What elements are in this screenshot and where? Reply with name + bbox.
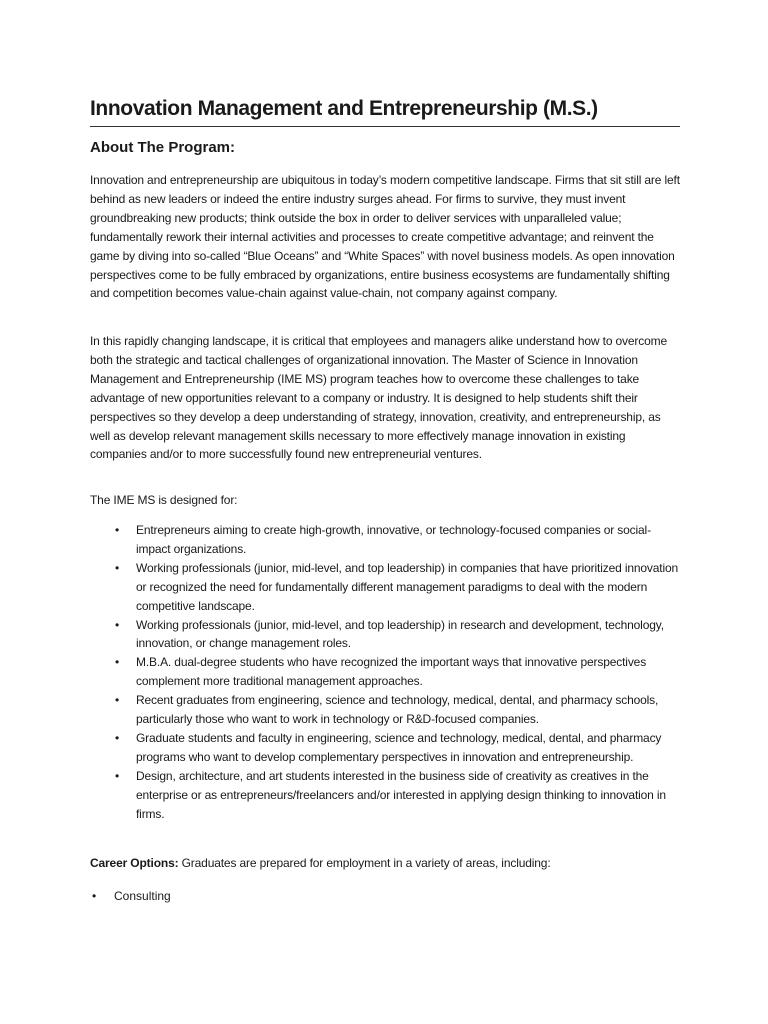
bullet-icon: • (115, 523, 120, 537)
list-item (90, 767, 680, 824)
paragraph-intro-text: Innovation and entrepreneurship are ubiquitous in today’s modern competitive landscape. Firms that sit still are left behind as new leaders or indeed the entire industry surges ahead. For firms to survive, they must invent groundbreaking new products; think outside the box in order to deliver services with unparalleled value; fundamentally rework their internal activities and processes to create competitive advantage; and reinvent the game by diving into so-called “Blue Oceans” and “White Spaces” with novel business models. As open innovation perspectives come to be fully embraced by organizations, entire business ecosystems are fundamentally shifting and competition becomes value-chain against value-chain, not company against company. (90, 173, 680, 301)
list-item (90, 521, 680, 559)
list-item (90, 887, 171, 906)
designed-for-list (90, 521, 680, 824)
career-options (90, 854, 680, 873)
paragraph-intro (90, 171, 680, 303)
career-options-list (90, 887, 171, 906)
list-item (90, 691, 680, 729)
designed-for-intro (90, 491, 680, 510)
bullet-icon: • (115, 693, 120, 708)
list-item (90, 653, 680, 691)
bullet-icon: • (115, 617, 120, 632)
bullet-icon: • (115, 730, 120, 745)
list-item-text: Working professionals (junior, mid-level, and top leadership) in research and development, technology, innovation, or change management roles. (136, 617, 664, 651)
bullet-icon: • (115, 560, 120, 575)
bullet-icon: • (115, 768, 120, 783)
list-item-text: Recent graduates from engineering, science and technology, medical, dental, and pharmacy schools, particularly those who want to work in technology or R&D-focused companies. (136, 693, 659, 727)
list-item-text: Consulting (114, 889, 171, 903)
list-item (90, 729, 680, 767)
list-item-text: Working professionals (junior, mid-level, and top leadership) in companies that have prioritized innovation or recognized the need for fundamentally different management paradigms to deal with the modern competitive landscape. (136, 560, 679, 613)
list-item-text: Graduate students and faculty in engineering, science and technology, medical, dental, and pharmacy programs who want to develop complementary perspectives in innovation and entrepreneurship. (136, 730, 662, 764)
paragraph-landscape (90, 332, 680, 464)
career-options-text: Graduates are prepared for employment in a variety of areas, including: (178, 856, 551, 870)
about-heading: About The Program: (90, 139, 235, 156)
list-item (90, 616, 680, 654)
career-options-label: Career Options: (90, 856, 179, 870)
document-title: Innovation Management and Entrepreneurship (M.S.) (90, 95, 680, 127)
bullet-icon: • (115, 655, 120, 670)
bullet-icon: • (92, 889, 97, 903)
designed-for-intro-text: The IME MS is designed for: (90, 493, 238, 507)
list-item (90, 559, 680, 616)
list-item-text: Design, architecture, and art students interested in the business side of creativity as creatives in the enterprise or as entrepreneurs/freelancers and/or interested in applying design thinking to innovation in firms. (136, 768, 666, 821)
list-item-text: Entrepreneurs aiming to create high-growth, innovative, or technology-focused companies or social-impact organizations. (136, 523, 651, 556)
list-item-text: M.B.A. dual-degree students who have recognized the important ways that innovative perspectives complement more traditional management approaches. (136, 655, 647, 689)
paragraph-landscape-text: In this rapidly changing landscape, it is critical that employees and managers alike understand how to overcome both the strategic and tactical challenges of organizational innovation. The Master of Science in Innovation Management and Entrepreneurship (IME MS) program teaches how to overcome these challenges to take advantage of new opportunities relevant to a company or industry. It is designed to help students shift their perspectives so they develop a deep understanding of strategy, innovation, creativity, and entrepreneurship, as well as develop relevant management skills necessary to more effectively manage innovation in existing companies and/or to more successfully found new entrepreneurial ventures. (90, 334, 668, 462)
